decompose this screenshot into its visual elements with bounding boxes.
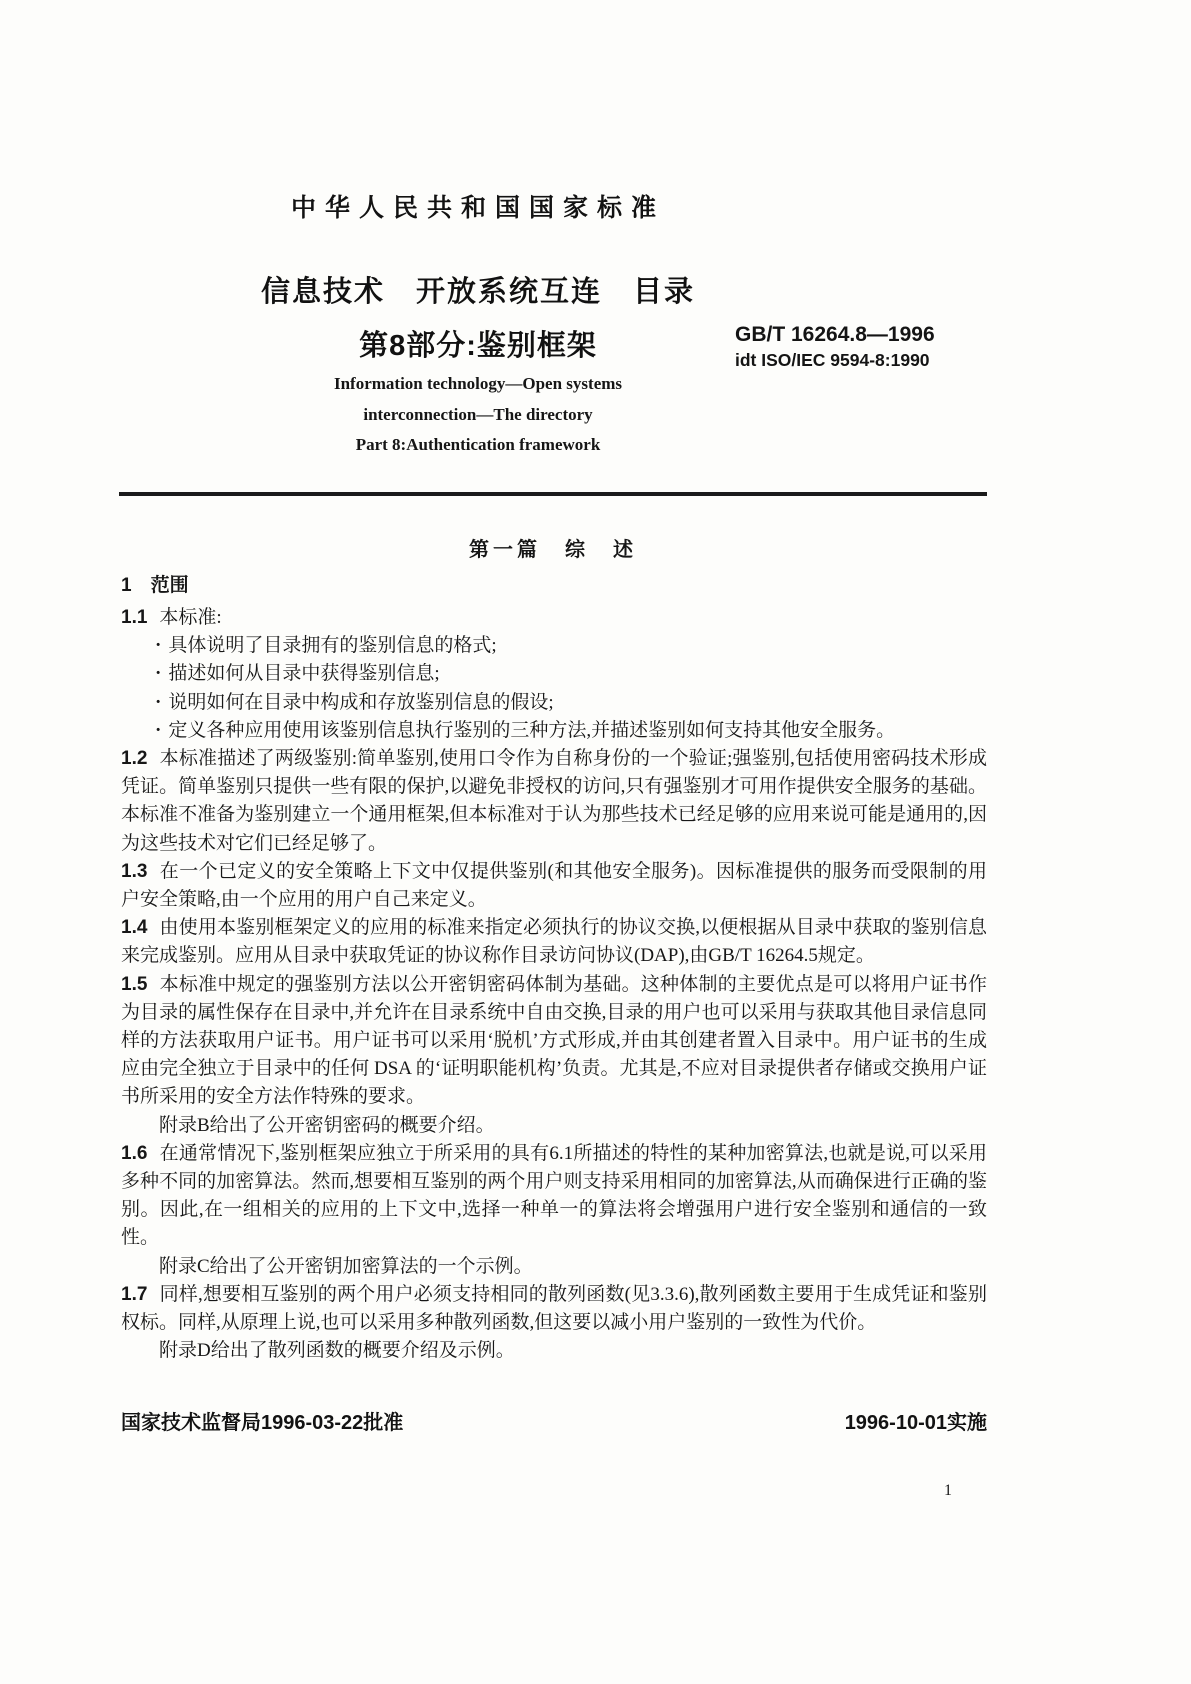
document-title-cn: 信息技术 开放系统互连 目录	[260, 276, 695, 308]
section-heading-scope: 1 范围	[121, 575, 189, 596]
clause-number: 1.5	[121, 973, 148, 995]
clause-number: 1.4	[121, 917, 148, 939]
clause-number: 1.7	[121, 1283, 148, 1305]
standard-code-block	[735, 323, 935, 371]
bullet-list-item: · 具体说明了目录拥有的鉴别信息的格式;	[155, 635, 497, 657]
document-body	[121, 604, 987, 1365]
paragraph: 附录D给出了散列函数的概要介绍及示例。	[159, 1340, 515, 1362]
bullet-icon: ·	[155, 691, 162, 713]
paragraph: 1.7 同样,想要相互鉴别的两个用户必须支持相同的散列函数(见3.3.6),散列函数主要用于生成凭证和鉴别权标。同样,从原理上说,也可以采用多种散列函数,但这要以减小用户鉴别的一致性为代价。	[121, 1283, 987, 1334]
bullet-icon: ·	[155, 663, 162, 685]
paragraph: 1.6 在通常情况下,鉴别框架应独立于所采用的具有6.1所描述的特性的某种加密算法,也就是说,可以采用多种不同的加密算法。然而,想要相互鉴别的两个用户则支持采用相同的加密算法,从而确保进行正确的鉴别。因此,在一组相关的应用的上下文中,选择一种单一的算法将会增强用户进行安全鉴别和通信的一致性。	[121, 1142, 987, 1249]
paragraph: 附录B给出了公开密钥密码的概要介绍。	[159, 1114, 495, 1136]
document-subtitle-cn: 第8部分:鉴别框架	[359, 330, 597, 362]
clause-number: 1.6	[121, 1142, 148, 1164]
paragraph: 1.3 在一个已定义的安全策略上下文中仅提供鉴别(和其他安全服务)。因标准提供的服务而受限制的用户安全策略,由一个应用的用户自己来定义。	[121, 860, 987, 911]
document-title-en	[120, 369, 836, 461]
implementation-date: 1996-10-01实施	[844, 1412, 987, 1434]
bullet-list-item: · 描述如何从目录中获得鉴别信息;	[155, 663, 440, 685]
bullet-list-item: · 定义各种应用使用该鉴别信息执行鉴别的三种方法,并描述鉴别如何支持其他安全服务。	[155, 719, 896, 741]
standard-number: GB/T 16264.8—1996	[735, 323, 935, 346]
bullet-icon: ·	[155, 719, 162, 741]
horizontal-rule	[119, 492, 987, 496]
title-en-line-3: Part 8:Authentication framework	[355, 435, 601, 454]
paragraph: 1.4 由使用本鉴别框架定义的应用的标准来指定必须执行的协议交换,以便根据从目录中获取的鉴别信息来完成鉴别。应用从目录中获取凭证的协议称作目录访问协议(DAP),由GB/T 16264.5规定。	[121, 917, 987, 967]
clause-number: 1.3	[121, 860, 148, 882]
idt-reference: idt ISO/IEC 9594-8:1990	[735, 350, 930, 370]
title-en-line-1: Information technology—Open systems	[333, 374, 623, 393]
clause-number: 1.2	[121, 748, 148, 770]
page-number: 1	[944, 1482, 952, 1499]
paragraph: 1.2 本标准描述了两级鉴别:简单鉴别,使用口令作为自称身份的一个验证;强鉴别,包括使用密码技术形成凭证。简单鉴别只提供一些有限的保护,以避免非授权的访问,只有强鉴别才可用作提供安全服务的基础。本标准不准备为鉴别建立一个通用框架,但本标准对于认为那些技术已经足够的应用来说可能是通用的,因为这些技术对它们已经足够了。	[121, 748, 987, 854]
clause-number: 1.1	[121, 607, 148, 628]
footer	[121, 1406, 987, 1435]
title-block	[120, 269, 836, 364]
paragraph: 1.5 本标准中规定的强鉴别方法以公开密钥密码体制为基础。这种体制的主要优点是可以将用户证书作为目录的属性保存在目录中,并允许在目录系统中自由交换,目录的用户也可以采用与获取其他目录信息同样的方法获取用户证书。用户证书可以采用‘脱机’方式形成,并由其创建者置入目录中。用户证书的生成应由完全独立于目录中的任何 DSA 的‘证明职能机构’负责。尤其是,不应对目录提供者存储或交换用户证书所采用的安全方法作特殊的要求。	[121, 973, 987, 1108]
bullet-icon: ·	[155, 635, 162, 657]
bullet-list-item: · 说明如何在目录中构成和存放鉴别信息的假设;	[155, 691, 554, 713]
national-standard-header: 中华人民共和国国家标准	[290, 194, 665, 222]
paragraph: 附录C给出了公开密钥加密算法的一个示例。	[159, 1255, 533, 1277]
paragraph: 1.1 本标准:	[121, 607, 222, 628]
title-en-line-2: interconnection—The directory	[363, 404, 593, 424]
part-heading: 第一篇 综 述	[469, 539, 637, 561]
approval-authority-date: 国家技术监督局1996-03-22批准	[121, 1412, 404, 1434]
